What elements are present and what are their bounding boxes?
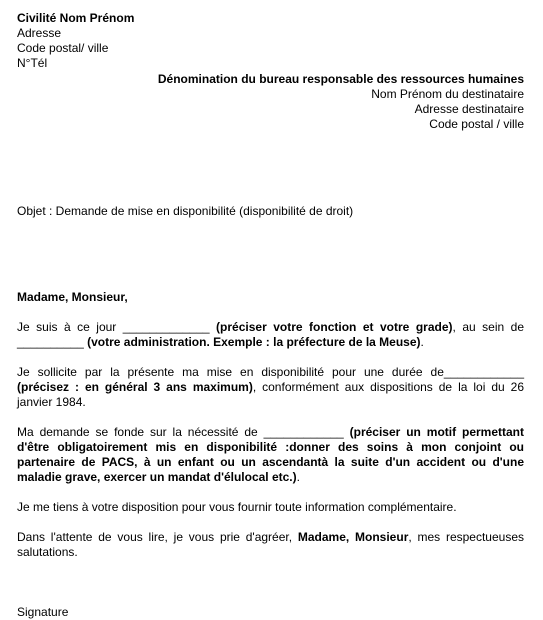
- p3-text-c: .: [296, 470, 300, 484]
- recipient-name: Nom Prénom du destinataire: [371, 87, 524, 101]
- paragraph-availability: Je me tiens à votre disposition pour vous fournir toute information complémentaire.: [17, 500, 457, 514]
- p1-instruction-administration: (votre administration. Exemple : la préfecture de la Meuse): [87, 335, 421, 349]
- p2-instruction-duration: (précisez : en général 3 ans maximum): [17, 380, 253, 394]
- p3-text-a: Ma demande se fonde sur la nécessité de: [17, 425, 264, 439]
- sender-address: Adresse: [17, 26, 62, 40]
- recipient-postal: Code postal / ville: [429, 117, 524, 131]
- letter-body: [17, 290, 524, 560]
- p2-text-b: , conformément aux dispositions de la loi du 26 janvier 1984.: [17, 380, 524, 409]
- subject-line: Objet : Demande de mise en disponibilité (disponibilité de droit): [17, 204, 354, 218]
- paragraph-duration: [17, 365, 524, 410]
- p3-blank-reason: ____________: [263, 425, 344, 439]
- p1-text-e: .: [420, 335, 424, 349]
- p5-closing-address: Madame, Monsieur: [297, 530, 409, 544]
- sender-block: [17, 11, 134, 71]
- p1-text-a: Je suis à ce jour: [17, 320, 123, 334]
- p1-blank-function: _____________: [122, 320, 210, 334]
- sender-postal: Code postal/ ville: [17, 41, 109, 55]
- p2-blank-duration: ____________: [443, 365, 524, 379]
- p5-text-b: , mes respectueuses salutations.: [17, 530, 524, 559]
- p3-instruction-reason: (préciser un motif permettant d'être obligatoirement mis en disponibilité :donner des soins à mon conjoint ou partenaire de PACS, à un enfant ou un ascendantà la suite d'un accident ou d'une maladie grave, exercer un mandat d'élulocal etc.): [17, 425, 524, 484]
- p2-text-a: Je sollicite par la présente ma mise en disponibilité pour une durée de: [17, 365, 444, 379]
- sender-name: Civilité Nom Prénom: [17, 11, 135, 25]
- paragraph-reason: [17, 425, 524, 485]
- p1-instruction-function: (préciser votre fonction et votre grade): [216, 320, 453, 334]
- salutation: Madame, Monsieur,: [17, 290, 128, 304]
- recipient-block: [100, 72, 524, 132]
- signature: Signature: [17, 605, 69, 619]
- p1-text-c: , au sein de: [452, 320, 525, 334]
- recipient-address: Adresse destinataire: [414, 102, 524, 116]
- sender-phone: N°Tél: [17, 56, 48, 70]
- paragraph-function: [17, 320, 524, 350]
- p1-blank-administration: __________: [17, 335, 84, 349]
- paragraph-closing: [17, 530, 524, 560]
- recipient-department: Dénomination du bureau responsable des ressources humaines: [157, 72, 524, 86]
- p5-text-a: Dans l'attente de vous lire, je vous prie d'agréer,: [17, 530, 298, 544]
